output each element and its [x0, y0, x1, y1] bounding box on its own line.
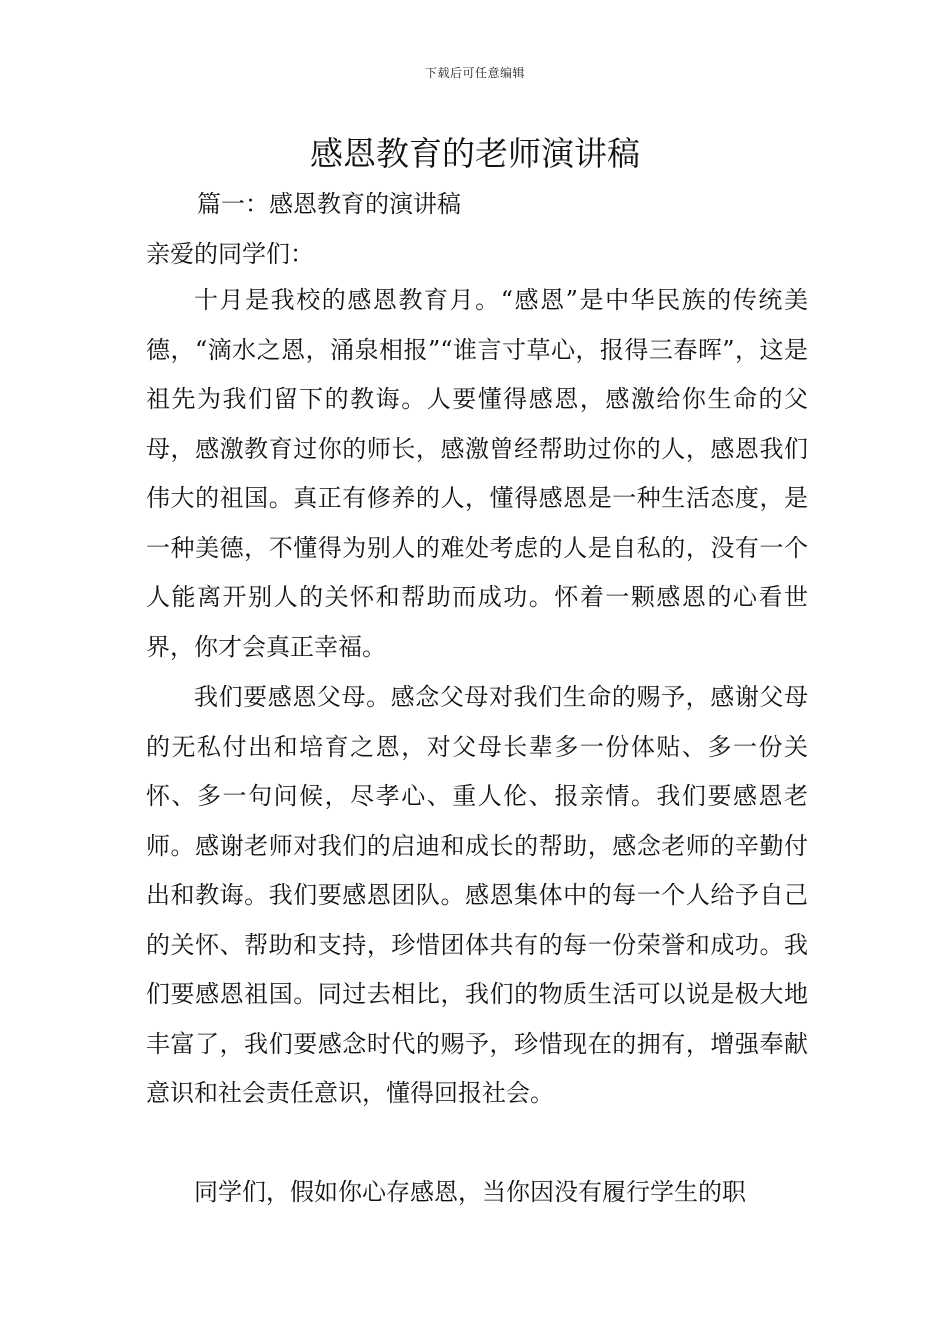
- header-note: 下载后可任意编辑: [424, 66, 525, 80]
- document-title: 感恩教育的老师演讲稿: [310, 134, 640, 173]
- body-paragraph-1: 十月是我校的感恩教育月。“感恩”是中华民族的传统美德，“滴水之恩，涌泉相报”“谁言寸草心，报得三春晖”，这是祖先为我们留下的教诲。人要懂得感恩，感激给你生命的父母，感激教育过你的师长，感激曾经帮助过你的人，感恩我们伟大的祖国。真正有修养的人，懂得感恩是一种生活态度，是一种美德，不懂得为别人的难处考虑的人是自私的，没有一个人能离开别人的关怀和帮助而成功。怀着一颗感恩的心看世界，你才会真正幸福。: [146, 286, 808, 661]
- salutation: 亲爱的同学们：: [146, 240, 314, 268]
- section-heading: 篇一：感恩教育的演讲稿: [197, 190, 461, 218]
- body-paragraph-2: 我们要感恩父母。感念父母对我们生命的赐予，感谢父母的无私付出和培育之恩，对父母长辈多一份体贴、多一份关怀、多一句问候，尽孝心、重人伦、报亲情。我们要感恩老师。感谢老师对我们的启迪和成长的帮助，感念老师的辛勤付出和教诲。我们要感恩团队。感恩集体中的每一个人给予自己的关怀、帮助和支持，珍惜团体共有的每一份荣誉和成功。我们要感恩祖国。同过去相比，我们的物质生活可以说是极大地丰富了，我们要感念时代的赐予，珍惜现在的拥有，增强奉献意识和社会责任意识，懂得回报社会。: [146, 683, 808, 1107]
- body-paragraph-3: 同学们，假如你心存感恩，当你因没有履行学生的职: [194, 1178, 746, 1206]
